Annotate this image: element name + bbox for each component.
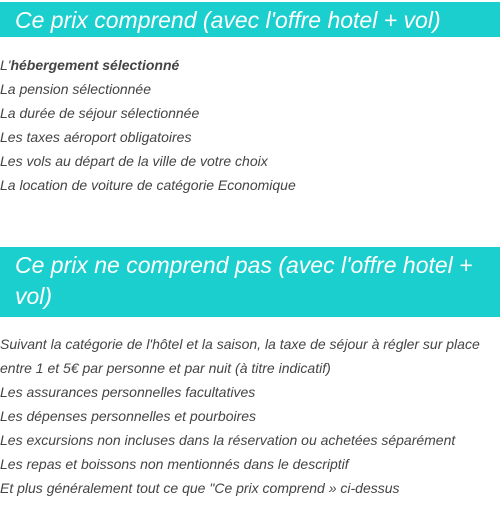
excluded-section-title: Ce prix ne comprend pas (avec l'offre hotel + vol) xyxy=(0,247,500,317)
included-item-bold: hébergement sélectionné xyxy=(10,57,180,73)
excluded-item-excursions: Les excursions non incluses dans la réservation ou achetées séparément xyxy=(0,432,456,448)
excluded-item-tourist-tax: Suivant la catégorie de l'hôtel et la saison, la taxe de séjour à régler sur place entre 1 et 5€ par personne et par nuit (à titre indicatif) xyxy=(0,336,480,376)
included-item-board: La pension sélectionnée xyxy=(0,81,152,97)
included-section-title: Ce prix comprend (avec l'offre hotel + vol) xyxy=(0,2,500,37)
included-item-airport-taxes: Les taxes aéroport obligatoires xyxy=(0,129,192,145)
included-item-prefix: L' xyxy=(0,57,11,73)
included-item-car-rental: La location de voiture de catégorie Economique xyxy=(0,177,296,193)
excluded-item-meals: Les repas et boissons non mentionnés dans le descriptif xyxy=(0,456,349,472)
excluded-item-general: Et plus généralement tout ce que "Ce prix comprend » ci-dessus xyxy=(0,480,400,496)
included-item-accommodation xyxy=(0,53,490,77)
excluded-list xyxy=(0,332,490,500)
included-list xyxy=(0,53,490,197)
excluded-item-insurance: Les assurances personnelles facultatives xyxy=(0,384,256,400)
included-item-duration: La durée de séjour sélectionnée xyxy=(0,105,200,121)
excluded-item-personal-expenses: Les dépenses personnelles et pourboires xyxy=(0,408,257,424)
included-item-flights: Les vols au départ de la ville de votre choix xyxy=(0,153,268,169)
